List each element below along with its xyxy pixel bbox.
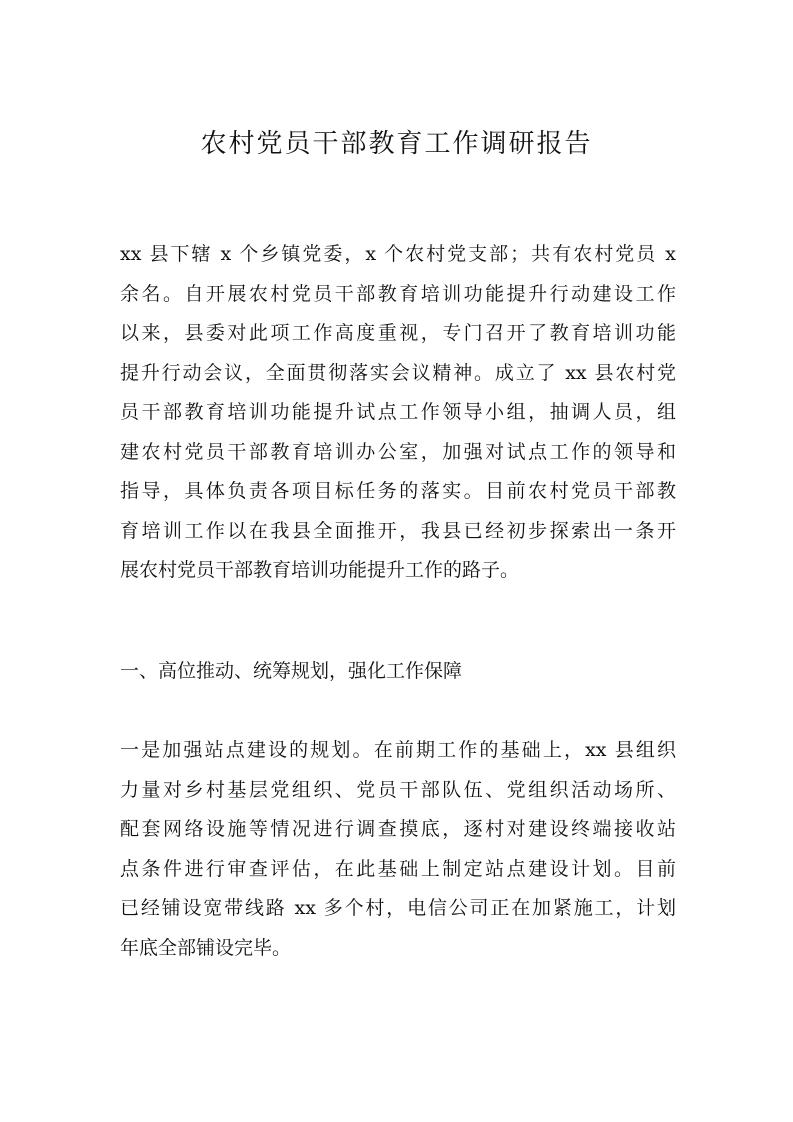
paragraph-line: 一是加强站点建设的规划。在前期工作的基础上，xx 县组织 xyxy=(120,739,676,761)
intro-paragraph xyxy=(120,235,676,591)
section-heading-text: 一、高位推动、统筹规划，强化工作保障 xyxy=(120,660,463,682)
section-heading xyxy=(120,652,676,692)
paragraph-line: 点条件进行审查评估，在此基础上制定站点建设计划。目前 xyxy=(120,857,676,880)
paragraph-line: 力量对乡村基层党组织、党员干部队伍、党组织活动场所、 xyxy=(120,778,676,801)
paragraph-line: 指导，具体负责各项目标任务的落实。目前农村党员干部教 xyxy=(120,480,676,502)
paragraph-line: 育培训工作以在我县全面推开，我县已经初步探索出一条开 xyxy=(120,519,676,542)
paragraph-line: 以来，县委对此项工作高度重视，专门召开了教育培训功能 xyxy=(120,322,676,344)
paragraph-line: 已经铺设宽带线路 xx 多个村，电信公司正在加紧施工，计划 xyxy=(120,897,676,919)
paragraph-line: xx 县下辖 x 个乡镇党委，x 个农村党支部；共有农村党员 x xyxy=(120,243,676,265)
section-paragraph xyxy=(120,731,676,968)
paragraph-line: 提升行动会议，全面贯彻落实会议精神。成立了 xx 县农村党 xyxy=(120,361,676,384)
paragraph-line: 余名。自开展农村党员干部教育培训功能提升行动建设工作 xyxy=(120,282,676,305)
paragraph-line: 配套网络设施等情况进行调查摸底，逐村对建设终端接收站 xyxy=(120,818,676,840)
document-title: 农村党员干部教育工作调研报告 xyxy=(200,129,593,159)
paragraph-line: 建农村党员干部教育培训办公室，加强对试点工作的领导和 xyxy=(120,440,676,463)
paragraph-line: 员干部教育培训功能提升试点工作领导小组，抽调人员，组 xyxy=(120,401,676,423)
paragraph-line: 年底全部铺设完毕。 xyxy=(120,936,292,959)
paragraph-line: 展农村党员干部教育培训功能提升工作的路子。 xyxy=(120,559,520,581)
